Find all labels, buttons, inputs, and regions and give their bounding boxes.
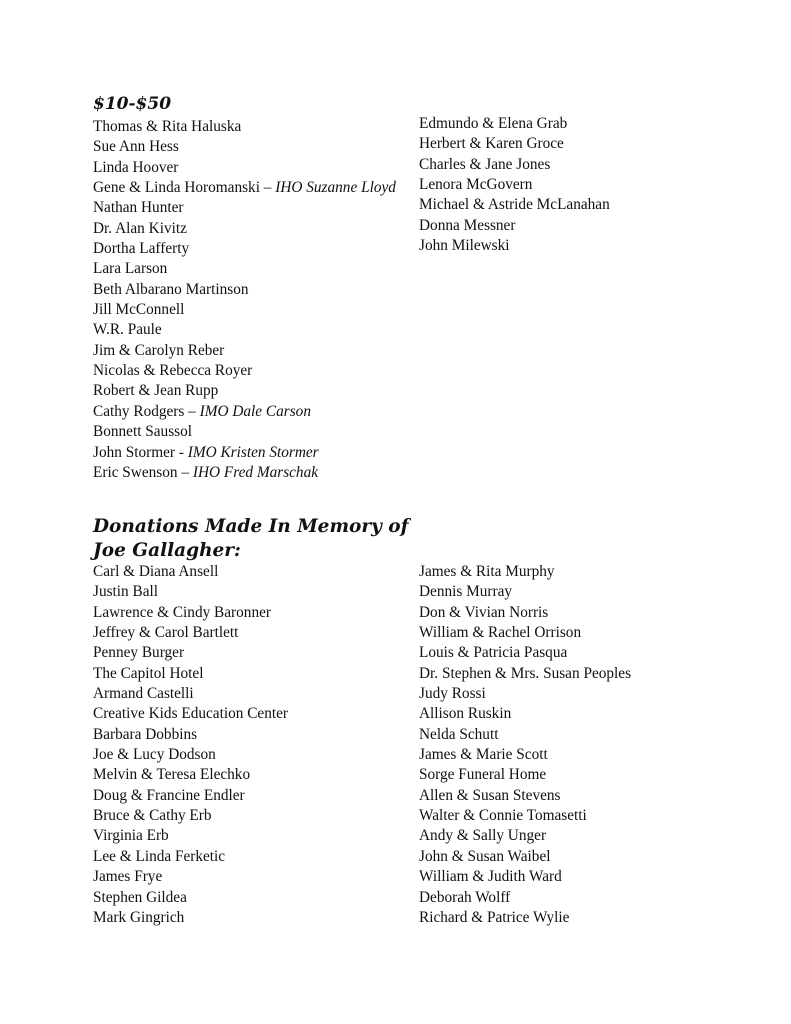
donor-list-memory-right	[419, 562, 769, 928]
donor-name: Robert & Jean Rupp	[93, 382, 219, 400]
donor-entry	[419, 806, 769, 826]
donor-entry	[93, 117, 413, 137]
donor-entry	[93, 381, 413, 401]
donor-entry	[419, 155, 759, 175]
donor-entry	[93, 806, 413, 826]
section-heading-in-memory: Donations Made In Memory of Joe Gallagher:	[93, 516, 409, 561]
donor-entry	[93, 664, 413, 684]
donor-name: Donna Messner	[419, 216, 516, 234]
donor-entry	[419, 704, 769, 724]
donor-entry	[419, 134, 759, 154]
donor-entry	[419, 867, 769, 887]
donor-entry	[93, 198, 413, 218]
donor-entry	[93, 158, 413, 178]
donor-entry	[419, 745, 769, 765]
donor-name: Dennis Murray	[419, 583, 513, 601]
donor-name: Justin Ball	[93, 583, 159, 601]
donor-name: Barbara Dobbins	[93, 725, 198, 743]
donor-entry	[419, 847, 769, 867]
donor-entry	[419, 908, 769, 928]
donor-name: Nathan Hunter	[93, 199, 184, 217]
donor-name: W.R. Paule	[93, 321, 162, 339]
donor-name: Lawrence & Cindy Baronner	[93, 603, 271, 621]
donor-name: Gene & Linda Horomanski –	[93, 179, 276, 197]
donor-entry	[93, 341, 413, 361]
donor-entry	[419, 216, 759, 236]
donor-entry	[93, 847, 413, 867]
donor-name: Melvin & Teresa Elechko	[93, 766, 251, 784]
donor-name: Louis & Patricia Pasqua	[419, 644, 568, 662]
donor-entry	[419, 603, 769, 623]
donor-entry	[419, 623, 769, 643]
donor-name: Herbert & Karen Groce	[419, 135, 564, 153]
donor-name: Lara Larson	[93, 260, 168, 278]
donor-entry	[419, 725, 769, 745]
donor-entry	[93, 745, 413, 765]
donor-name: John & Susan Waibel	[419, 847, 551, 865]
donor-name: Eric Swenson –	[93, 463, 193, 481]
donor-entry	[93, 402, 413, 422]
donor-name: Dr. Alan Kivitz	[93, 219, 187, 237]
donor-name: The Capitol Hotel	[93, 664, 204, 682]
donor-entry	[93, 826, 413, 846]
donor-name: Edmundo & Elena Grab	[419, 115, 568, 132]
donor-entry	[93, 259, 413, 279]
donor-entry	[419, 786, 769, 806]
donor-entry	[93, 137, 413, 157]
donor-name: Andy & Sally Unger	[419, 827, 547, 845]
donor-name: Doug & Francine Endler	[93, 786, 245, 804]
donor-entry	[93, 422, 413, 442]
donor-entry	[93, 603, 413, 623]
donor-name: Nicolas & Rebecca Royer	[93, 362, 253, 380]
donor-name: Nelda Schutt	[419, 725, 499, 743]
donor-name: Carl & Diana Ansell	[93, 563, 219, 580]
donor-entry	[419, 114, 759, 134]
dedication-note: IMO Kristen Stormer	[187, 443, 319, 461]
donor-name: John Milewski	[419, 237, 510, 255]
donor-name: Michael & Astride McLanahan	[419, 196, 610, 214]
donor-name: Don & Vivian Norris	[419, 603, 549, 621]
donor-name: Jill McConnell	[93, 301, 185, 319]
donor-entry	[93, 562, 413, 582]
donor-name: Allison Ruskin	[419, 705, 512, 723]
donor-name: Mark Gingrich	[93, 908, 185, 926]
donor-entry	[93, 725, 413, 745]
donor-name: Dortha Lafferty	[93, 240, 190, 258]
donor-name: Stephen Gildea	[93, 888, 187, 906]
donor-name: Virginia Erb	[93, 827, 169, 845]
donor-entry	[93, 280, 413, 300]
donor-entry	[419, 236, 759, 256]
donor-entry	[419, 562, 769, 582]
donor-name: James & Rita Murphy	[419, 563, 555, 580]
donor-name: Creative Kids Education Center	[93, 705, 288, 723]
donor-name: Linda Hoover	[93, 158, 179, 176]
donor-name: Penney Burger	[93, 644, 185, 662]
donor-entry	[93, 320, 413, 340]
donor-name: James & Marie Scott	[419, 746, 548, 764]
donor-name: Deborah Wolff	[419, 888, 511, 906]
donor-entry	[419, 195, 759, 215]
donor-name: Joe & Lucy Dodson	[93, 746, 216, 764]
donor-name: Armand Castelli	[93, 685, 194, 703]
donor-entry	[419, 643, 769, 663]
donor-entry	[93, 908, 413, 928]
donor-entry	[93, 463, 413, 483]
donor-name: James Frye	[93, 868, 163, 886]
donor-entry	[419, 765, 769, 785]
donor-list-10-50-left	[93, 117, 413, 483]
donor-name: Beth Albarano Martinson	[93, 280, 249, 298]
donor-name: Allen & Susan Stevens	[419, 786, 561, 804]
donor-entry	[419, 826, 769, 846]
donor-entry	[93, 239, 413, 259]
donor-entry	[93, 582, 413, 602]
section-heading-10-50: $10-$50	[93, 94, 172, 114]
donor-entry	[419, 175, 759, 195]
donor-name: Walter & Connie Tomasetti	[419, 807, 587, 825]
donor-entry	[419, 888, 769, 908]
donor-name: Jeffrey & Carol Bartlett	[93, 624, 239, 642]
donor-name: William & Judith Ward	[419, 868, 562, 886]
donor-name: Sue Ann Hess	[93, 138, 179, 156]
donor-name: Lenora McGovern	[419, 176, 533, 194]
donor-name: Bonnett Saussol	[93, 423, 193, 441]
donor-list-memory-left	[93, 562, 413, 928]
donor-name: Thomas & Rita Haluska	[93, 118, 242, 135]
donor-list-10-50-right	[419, 114, 759, 256]
donor-entry	[93, 867, 413, 887]
donor-name: Richard & Patrice Wylie	[419, 908, 570, 926]
donor-name: Judy Rossi	[419, 685, 486, 703]
donor-name: Sorge Funeral Home	[419, 766, 547, 784]
donor-entry	[93, 178, 413, 198]
donor-entry	[93, 643, 413, 663]
dedication-note: IHO Fred Marschak	[192, 463, 319, 481]
donor-entry	[93, 443, 413, 463]
donor-entry	[93, 300, 413, 320]
donor-name: Lee & Linda Ferketic	[93, 847, 226, 865]
donor-name: Cathy Rodgers –	[93, 402, 200, 420]
donor-entry	[93, 765, 413, 785]
donor-entry	[419, 582, 769, 602]
donor-name: Charles & Jane Jones	[419, 155, 551, 173]
donor-entry	[93, 361, 413, 381]
donor-name: Jim & Carolyn Reber	[93, 341, 225, 359]
donor-entry	[93, 684, 413, 704]
donor-name: William & Rachel Orrison	[419, 624, 582, 642]
donor-name: John Stormer -	[93, 443, 188, 461]
donor-entry	[93, 888, 413, 908]
donor-entry	[93, 704, 413, 724]
donor-entry	[419, 684, 769, 704]
donor-name: Dr. Stephen & Mrs. Susan Peoples	[419, 664, 632, 682]
dedication-note: IMO Dale Carson	[199, 402, 311, 420]
dedication-note: IHO Suzanne Lloyd	[275, 179, 396, 197]
donor-entry	[93, 219, 413, 239]
donor-name: Bruce & Cathy Erb	[93, 807, 212, 825]
donor-entry	[93, 786, 413, 806]
donor-entry	[93, 623, 413, 643]
donor-entry	[419, 664, 769, 684]
